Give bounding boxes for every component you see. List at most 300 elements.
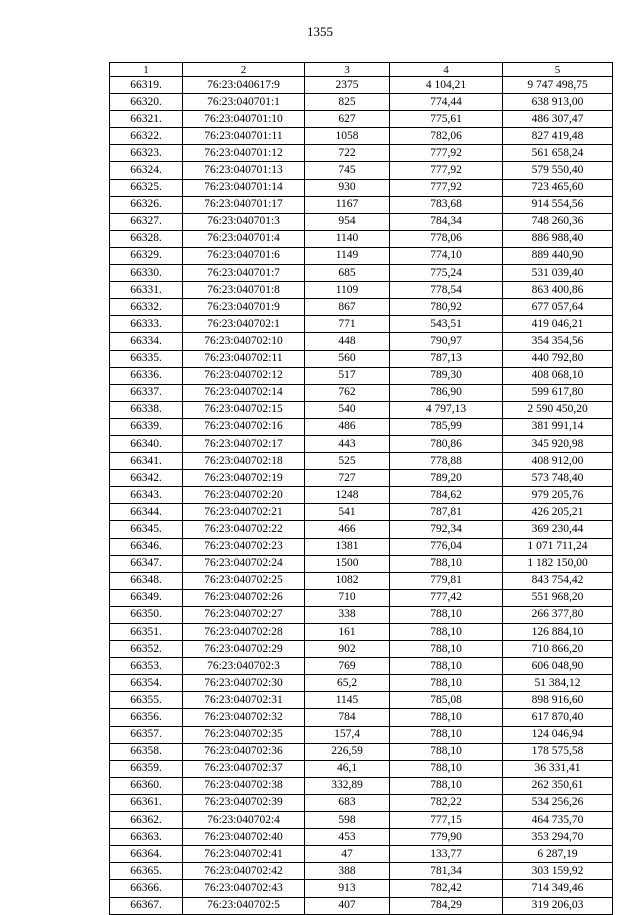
cadastral-number-cell: 76:23:040702:20	[183, 487, 305, 504]
unit-value-cell: 789,20	[390, 470, 503, 487]
area-cell: 47	[305, 846, 390, 863]
total-value-cell: 886 988,40	[503, 230, 613, 247]
row-number-cell: 66346.	[110, 538, 183, 555]
cadastral-number-cell: 76:23:040701:10	[183, 111, 305, 128]
total-value-cell: 408 912,00	[503, 453, 613, 470]
unit-value-cell: 788,10	[390, 606, 503, 623]
table-row	[110, 367, 613, 384]
row-number-cell: 66328.	[110, 230, 183, 247]
total-value-cell: 36 331,41	[503, 760, 613, 777]
cadastral-number-cell: 76:23:040702:1	[183, 316, 305, 333]
row-number-cell: 66349.	[110, 589, 183, 606]
total-value-cell: 898 916,60	[503, 692, 613, 709]
row-number-cell: 66351.	[110, 624, 183, 641]
total-value-cell: 914 554,56	[503, 196, 613, 213]
row-number-cell: 66345.	[110, 521, 183, 538]
row-number-cell: 66332.	[110, 299, 183, 316]
cadastral-number-cell: 76:23:040702:16	[183, 418, 305, 435]
area-cell: 902	[305, 641, 390, 658]
page-number: 1355	[307, 24, 333, 39]
cadastral-number-cell: 76:23:040702:31	[183, 692, 305, 709]
total-value-cell: 319 206,03	[503, 897, 613, 914]
cadastral-number-cell: 76:23:040702:39	[183, 794, 305, 811]
row-number-cell: 66343.	[110, 487, 183, 504]
total-value-cell: 303 159,92	[503, 863, 613, 880]
unit-value-cell: 782,06	[390, 128, 503, 145]
row-number-cell: 66366.	[110, 880, 183, 897]
row-number-cell: 66358.	[110, 743, 183, 760]
unit-value-cell: 788,10	[390, 777, 503, 794]
total-value-cell: 551 968,20	[503, 589, 613, 606]
cadastral-number-cell: 76:23:040701:4	[183, 230, 305, 247]
row-number-cell: 66334.	[110, 333, 183, 350]
cadastral-number-cell: 76:23:040702:40	[183, 829, 305, 846]
table-row	[110, 794, 613, 811]
total-value-cell: 714 349,46	[503, 880, 613, 897]
area-cell: 1167	[305, 196, 390, 213]
total-value-cell: 126 884,10	[503, 624, 613, 641]
unit-value-cell: 778,88	[390, 453, 503, 470]
area-cell: 627	[305, 111, 390, 128]
total-value-cell: 440 792,80	[503, 350, 613, 367]
total-value-cell: 534 256,26	[503, 794, 613, 811]
unit-value-cell: 780,86	[390, 435, 503, 452]
unit-value-cell: 777,92	[390, 179, 503, 196]
unit-value-cell: 787,13	[390, 350, 503, 367]
total-value-cell: 408 068,10	[503, 367, 613, 384]
table-row	[110, 230, 613, 247]
area-cell: 517	[305, 367, 390, 384]
cadastral-number-cell: 76:23:040701:8	[183, 282, 305, 299]
row-number-cell: 66319.	[110, 77, 183, 94]
cadastral-number-cell: 76:23:040702:25	[183, 572, 305, 589]
total-value-cell: 124 046,94	[503, 726, 613, 743]
row-number-cell: 66348.	[110, 572, 183, 589]
unit-value-cell: 790,97	[390, 333, 503, 350]
table-row	[110, 726, 613, 743]
cadastral-number-cell: 76:23:040702:36	[183, 743, 305, 760]
total-value-cell: 262 350,61	[503, 777, 613, 794]
row-number-cell: 66344.	[110, 504, 183, 521]
row-number-cell: 66340.	[110, 435, 183, 452]
row-number-cell: 66342.	[110, 470, 183, 487]
total-value-cell: 354 354,56	[503, 333, 613, 350]
column-number: 5	[503, 63, 613, 77]
area-cell: 338	[305, 606, 390, 623]
area-cell: 466	[305, 521, 390, 538]
total-value-cell: 638 913,00	[503, 94, 613, 111]
row-number-cell: 66326.	[110, 196, 183, 213]
total-value-cell: 345 920,98	[503, 435, 613, 452]
total-value-cell: 827 419,48	[503, 128, 613, 145]
row-number-cell: 66353.	[110, 658, 183, 675]
row-number-cell: 66357.	[110, 726, 183, 743]
unit-value-cell: 788,10	[390, 641, 503, 658]
cadastral-number-cell: 76:23:040702:11	[183, 350, 305, 367]
unit-value-cell: 778,54	[390, 282, 503, 299]
table-row	[110, 743, 613, 760]
row-number-cell: 66354.	[110, 675, 183, 692]
unit-value-cell: 788,10	[390, 624, 503, 641]
area-cell: 525	[305, 453, 390, 470]
cadastral-number-cell: 76:23:040701:6	[183, 247, 305, 264]
total-value-cell: 9 747 498,75	[503, 77, 613, 94]
unit-value-cell: 788,10	[390, 675, 503, 692]
total-value-cell: 599 617,80	[503, 384, 613, 401]
table-row	[110, 555, 613, 572]
area-cell: 443	[305, 435, 390, 452]
unit-value-cell: 785,08	[390, 692, 503, 709]
area-cell: 1058	[305, 128, 390, 145]
unit-value-cell: 782,42	[390, 880, 503, 897]
area-cell: 1109	[305, 282, 390, 299]
cadastral-number-cell: 76:23:040701:12	[183, 145, 305, 162]
table-row	[110, 692, 613, 709]
cadastral-number-cell: 76:23:040702:4	[183, 812, 305, 829]
cadastral-number-cell: 76:23:040702:21	[183, 504, 305, 521]
total-value-cell: 464 735,70	[503, 812, 613, 829]
total-value-cell: 6 287,19	[503, 846, 613, 863]
cadastral-number-cell: 76:23:040702:23	[183, 538, 305, 555]
unit-value-cell: 775,24	[390, 265, 503, 282]
unit-value-cell: 788,10	[390, 743, 503, 760]
area-cell: 685	[305, 265, 390, 282]
unit-value-cell: 786,90	[390, 384, 503, 401]
total-value-cell: 863 400,86	[503, 282, 613, 299]
row-number-cell: 66320.	[110, 94, 183, 111]
cadastral-number-cell: 76:23:040702:27	[183, 606, 305, 623]
row-number-cell: 66329.	[110, 247, 183, 264]
unit-value-cell: 787,81	[390, 504, 503, 521]
area-cell: 1082	[305, 572, 390, 589]
area-cell: 722	[305, 145, 390, 162]
cadastral-number-cell: 76:23:040702:42	[183, 863, 305, 880]
row-number-cell: 66323.	[110, 145, 183, 162]
area-cell: 388	[305, 863, 390, 880]
unit-value-cell: 784,62	[390, 487, 503, 504]
unit-value-cell: 4 104,21	[390, 77, 503, 94]
total-value-cell: 573 748,40	[503, 470, 613, 487]
table-row	[110, 145, 613, 162]
unit-value-cell: 788,10	[390, 726, 503, 743]
column-number: 4	[390, 63, 503, 77]
unit-value-cell: 777,42	[390, 589, 503, 606]
table-row	[110, 111, 613, 128]
column-number-row	[110, 63, 613, 77]
area-cell: 541	[305, 504, 390, 521]
table-row	[110, 880, 613, 897]
unit-value-cell: 783,68	[390, 196, 503, 213]
cadastral-number-cell: 76:23:040702:41	[183, 846, 305, 863]
area-cell: 784	[305, 709, 390, 726]
cadastral-number-cell: 76:23:040702:26	[183, 589, 305, 606]
total-value-cell: 178 575,58	[503, 743, 613, 760]
table-row	[110, 538, 613, 555]
table-row	[110, 760, 613, 777]
unit-value-cell: 776,04	[390, 538, 503, 555]
unit-value-cell: 777,92	[390, 145, 503, 162]
table-row	[110, 777, 613, 794]
table-row	[110, 487, 613, 504]
area-cell: 683	[305, 794, 390, 811]
table-row	[110, 658, 613, 675]
table-row	[110, 504, 613, 521]
row-number-cell: 66325.	[110, 179, 183, 196]
area-cell: 769	[305, 658, 390, 675]
total-value-cell: 2 590 450,20	[503, 401, 613, 418]
total-value-cell: 381 991,14	[503, 418, 613, 435]
table-row	[110, 418, 613, 435]
row-number-cell: 66347.	[110, 555, 183, 572]
area-cell: 448	[305, 333, 390, 350]
row-number-cell: 66364.	[110, 846, 183, 863]
total-value-cell: 1 071 711,24	[503, 538, 613, 555]
cadastral-number-cell: 76:23:040701:11	[183, 128, 305, 145]
unit-value-cell: 4 797,13	[390, 401, 503, 418]
area-cell: 1381	[305, 538, 390, 555]
table-row	[110, 196, 613, 213]
cadastral-number-cell: 76:23:040702:43	[183, 880, 305, 897]
table-row	[110, 572, 613, 589]
row-number-cell: 66352.	[110, 641, 183, 658]
total-value-cell: 606 048,90	[503, 658, 613, 675]
table-row	[110, 624, 613, 641]
table-row	[110, 863, 613, 880]
total-value-cell: 748 260,36	[503, 213, 613, 230]
area-cell: 2375	[305, 77, 390, 94]
area-cell: 226,59	[305, 743, 390, 760]
table-row	[110, 213, 613, 230]
total-value-cell: 579 550,40	[503, 162, 613, 179]
table-row	[110, 521, 613, 538]
area-cell: 867	[305, 299, 390, 316]
table-row	[110, 247, 613, 264]
area-cell: 157,4	[305, 726, 390, 743]
table-row	[110, 179, 613, 196]
area-cell: 560	[305, 350, 390, 367]
unit-value-cell: 779,90	[390, 829, 503, 846]
unit-value-cell: 792,34	[390, 521, 503, 538]
table-row	[110, 589, 613, 606]
area-cell: 954	[305, 213, 390, 230]
table-row	[110, 606, 613, 623]
row-number-cell: 66350.	[110, 606, 183, 623]
table-row	[110, 299, 613, 316]
total-value-cell: 889 440,90	[503, 247, 613, 264]
total-value-cell: 266 377,80	[503, 606, 613, 623]
total-value-cell: 486 307,47	[503, 111, 613, 128]
unit-value-cell: 789,30	[390, 367, 503, 384]
table-row	[110, 829, 613, 846]
table-row	[110, 316, 613, 333]
cadastral-number-cell: 76:23:040701:13	[183, 162, 305, 179]
total-value-cell: 426 205,21	[503, 504, 613, 521]
total-value-cell: 723 465,60	[503, 179, 613, 196]
cadastral-number-cell: 76:23:040702:24	[183, 555, 305, 572]
unit-value-cell: 777,92	[390, 162, 503, 179]
area-cell: 825	[305, 94, 390, 111]
cadastral-number-cell: 76:23:040702:28	[183, 624, 305, 641]
row-number-cell: 66341.	[110, 453, 183, 470]
table-row	[110, 812, 613, 829]
unit-value-cell: 784,34	[390, 213, 503, 230]
area-cell: 762	[305, 384, 390, 401]
table-row	[110, 333, 613, 350]
register-body	[110, 77, 613, 915]
unit-value-cell: 784,29	[390, 897, 503, 914]
cadastral-number-cell: 76:23:040701:1	[183, 94, 305, 111]
row-number-cell: 66355.	[110, 692, 183, 709]
row-number-cell: 66359.	[110, 760, 183, 777]
cadastral-number-cell: 76:23:040702:29	[183, 641, 305, 658]
table-row	[110, 401, 613, 418]
row-number-cell: 66330.	[110, 265, 183, 282]
unit-value-cell: 543,51	[390, 316, 503, 333]
unit-value-cell: 778,06	[390, 230, 503, 247]
cadastral-number-cell: 76:23:040702:10	[183, 333, 305, 350]
unit-value-cell: 788,10	[390, 709, 503, 726]
cadastral-number-cell: 76:23:040701:7	[183, 265, 305, 282]
area-cell: 1145	[305, 692, 390, 709]
table-row	[110, 282, 613, 299]
cadastral-number-cell: 76:23:040702:14	[183, 384, 305, 401]
area-cell: 1500	[305, 555, 390, 572]
column-number: 1	[110, 63, 183, 77]
cadastral-number-cell: 76:23:040702:17	[183, 435, 305, 452]
row-number-cell: 66361.	[110, 794, 183, 811]
unit-value-cell: 788,10	[390, 658, 503, 675]
cadastral-number-cell: 76:23:040701:14	[183, 179, 305, 196]
row-number-cell: 66362.	[110, 812, 183, 829]
unit-value-cell: 788,10	[390, 555, 503, 572]
total-value-cell: 353 294,70	[503, 829, 613, 846]
table-row	[110, 641, 613, 658]
cadastral-number-cell: 76:23:040702:37	[183, 760, 305, 777]
unit-value-cell: 775,61	[390, 111, 503, 128]
cadastral-number-cell: 76:23:040702:5	[183, 897, 305, 914]
row-number-cell: 66338.	[110, 401, 183, 418]
table-row	[110, 453, 613, 470]
row-number-cell: 66339.	[110, 418, 183, 435]
area-cell: 46,1	[305, 760, 390, 777]
unit-value-cell: 788,10	[390, 760, 503, 777]
total-value-cell: 710 866,20	[503, 641, 613, 658]
total-value-cell: 419 046,21	[503, 316, 613, 333]
area-cell: 453	[305, 829, 390, 846]
unit-value-cell: 774,10	[390, 247, 503, 264]
row-number-cell: 66337.	[110, 384, 183, 401]
row-number-cell: 66367.	[110, 897, 183, 914]
total-value-cell: 369 230,44	[503, 521, 613, 538]
unit-value-cell: 781,34	[390, 863, 503, 880]
table-row	[110, 384, 613, 401]
area-cell: 1149	[305, 247, 390, 264]
cadastral-number-cell: 76:23:040702:3	[183, 658, 305, 675]
cadastral-number-cell: 76:23:040702:32	[183, 709, 305, 726]
cadastral-number-cell: 76:23:040702:30	[183, 675, 305, 692]
column-number: 2	[183, 63, 305, 77]
row-number-cell: 66360.	[110, 777, 183, 794]
total-value-cell: 51 384,12	[503, 675, 613, 692]
unit-value-cell: 780,92	[390, 299, 503, 316]
table-row	[110, 162, 613, 179]
column-number: 3	[305, 63, 390, 77]
cadastral-number-cell: 76:23:040701:3	[183, 213, 305, 230]
area-cell: 598	[305, 812, 390, 829]
cadastral-number-cell: 76:23:040702:15	[183, 401, 305, 418]
cadastral-number-cell: 76:23:040702:35	[183, 726, 305, 743]
total-value-cell: 979 205,76	[503, 487, 613, 504]
row-number-cell: 66327.	[110, 213, 183, 230]
table-row	[110, 846, 613, 863]
table-row	[110, 77, 613, 94]
area-cell: 771	[305, 316, 390, 333]
total-value-cell: 677 057,64	[503, 299, 613, 316]
table-row	[110, 128, 613, 145]
area-cell: 1140	[305, 230, 390, 247]
table-row	[110, 94, 613, 111]
register-table	[109, 62, 613, 915]
row-number-cell: 66363.	[110, 829, 183, 846]
cadastral-number-cell: 76:23:040617:9	[183, 77, 305, 94]
area-cell: 332,89	[305, 777, 390, 794]
cadastral-number-cell: 76:23:040701:17	[183, 196, 305, 213]
unit-value-cell: 777,15	[390, 812, 503, 829]
table-row	[110, 897, 613, 914]
row-number-cell: 66365.	[110, 863, 183, 880]
table-row	[110, 675, 613, 692]
area-cell: 745	[305, 162, 390, 179]
row-number-cell: 66333.	[110, 316, 183, 333]
total-value-cell: 1 182 150,00	[503, 555, 613, 572]
area-cell: 540	[305, 401, 390, 418]
area-cell: 65,2	[305, 675, 390, 692]
area-cell: 486	[305, 418, 390, 435]
cadastral-number-cell: 76:23:040702:12	[183, 367, 305, 384]
row-number-cell: 66322.	[110, 128, 183, 145]
table-row	[110, 265, 613, 282]
cadastral-number-cell: 76:23:040701:9	[183, 299, 305, 316]
unit-value-cell: 785,99	[390, 418, 503, 435]
row-number-cell: 66321.	[110, 111, 183, 128]
total-value-cell: 843 754,42	[503, 572, 613, 589]
unit-value-cell: 779,81	[390, 572, 503, 589]
area-cell: 710	[305, 589, 390, 606]
row-number-cell: 66335.	[110, 350, 183, 367]
area-cell: 913	[305, 880, 390, 897]
cadastral-number-cell: 76:23:040702:22	[183, 521, 305, 538]
row-number-cell: 66336.	[110, 367, 183, 384]
unit-value-cell: 133,77	[390, 846, 503, 863]
table-row	[110, 350, 613, 367]
total-value-cell: 561 658,24	[503, 145, 613, 162]
cadastral-number-cell: 76:23:040702:18	[183, 453, 305, 470]
area-cell: 161	[305, 624, 390, 641]
row-number-cell: 66324.	[110, 162, 183, 179]
unit-value-cell: 782,22	[390, 794, 503, 811]
unit-value-cell: 774,44	[390, 94, 503, 111]
total-value-cell: 617 870,40	[503, 709, 613, 726]
table-row	[110, 709, 613, 726]
row-number-cell: 66356.	[110, 709, 183, 726]
table-row	[110, 435, 613, 452]
cadastral-number-cell: 76:23:040702:19	[183, 470, 305, 487]
area-cell: 407	[305, 897, 390, 914]
row-number-cell: 66331.	[110, 282, 183, 299]
cadastral-number-cell: 76:23:040702:38	[183, 777, 305, 794]
total-value-cell: 531 039,40	[503, 265, 613, 282]
table-row	[110, 470, 613, 487]
